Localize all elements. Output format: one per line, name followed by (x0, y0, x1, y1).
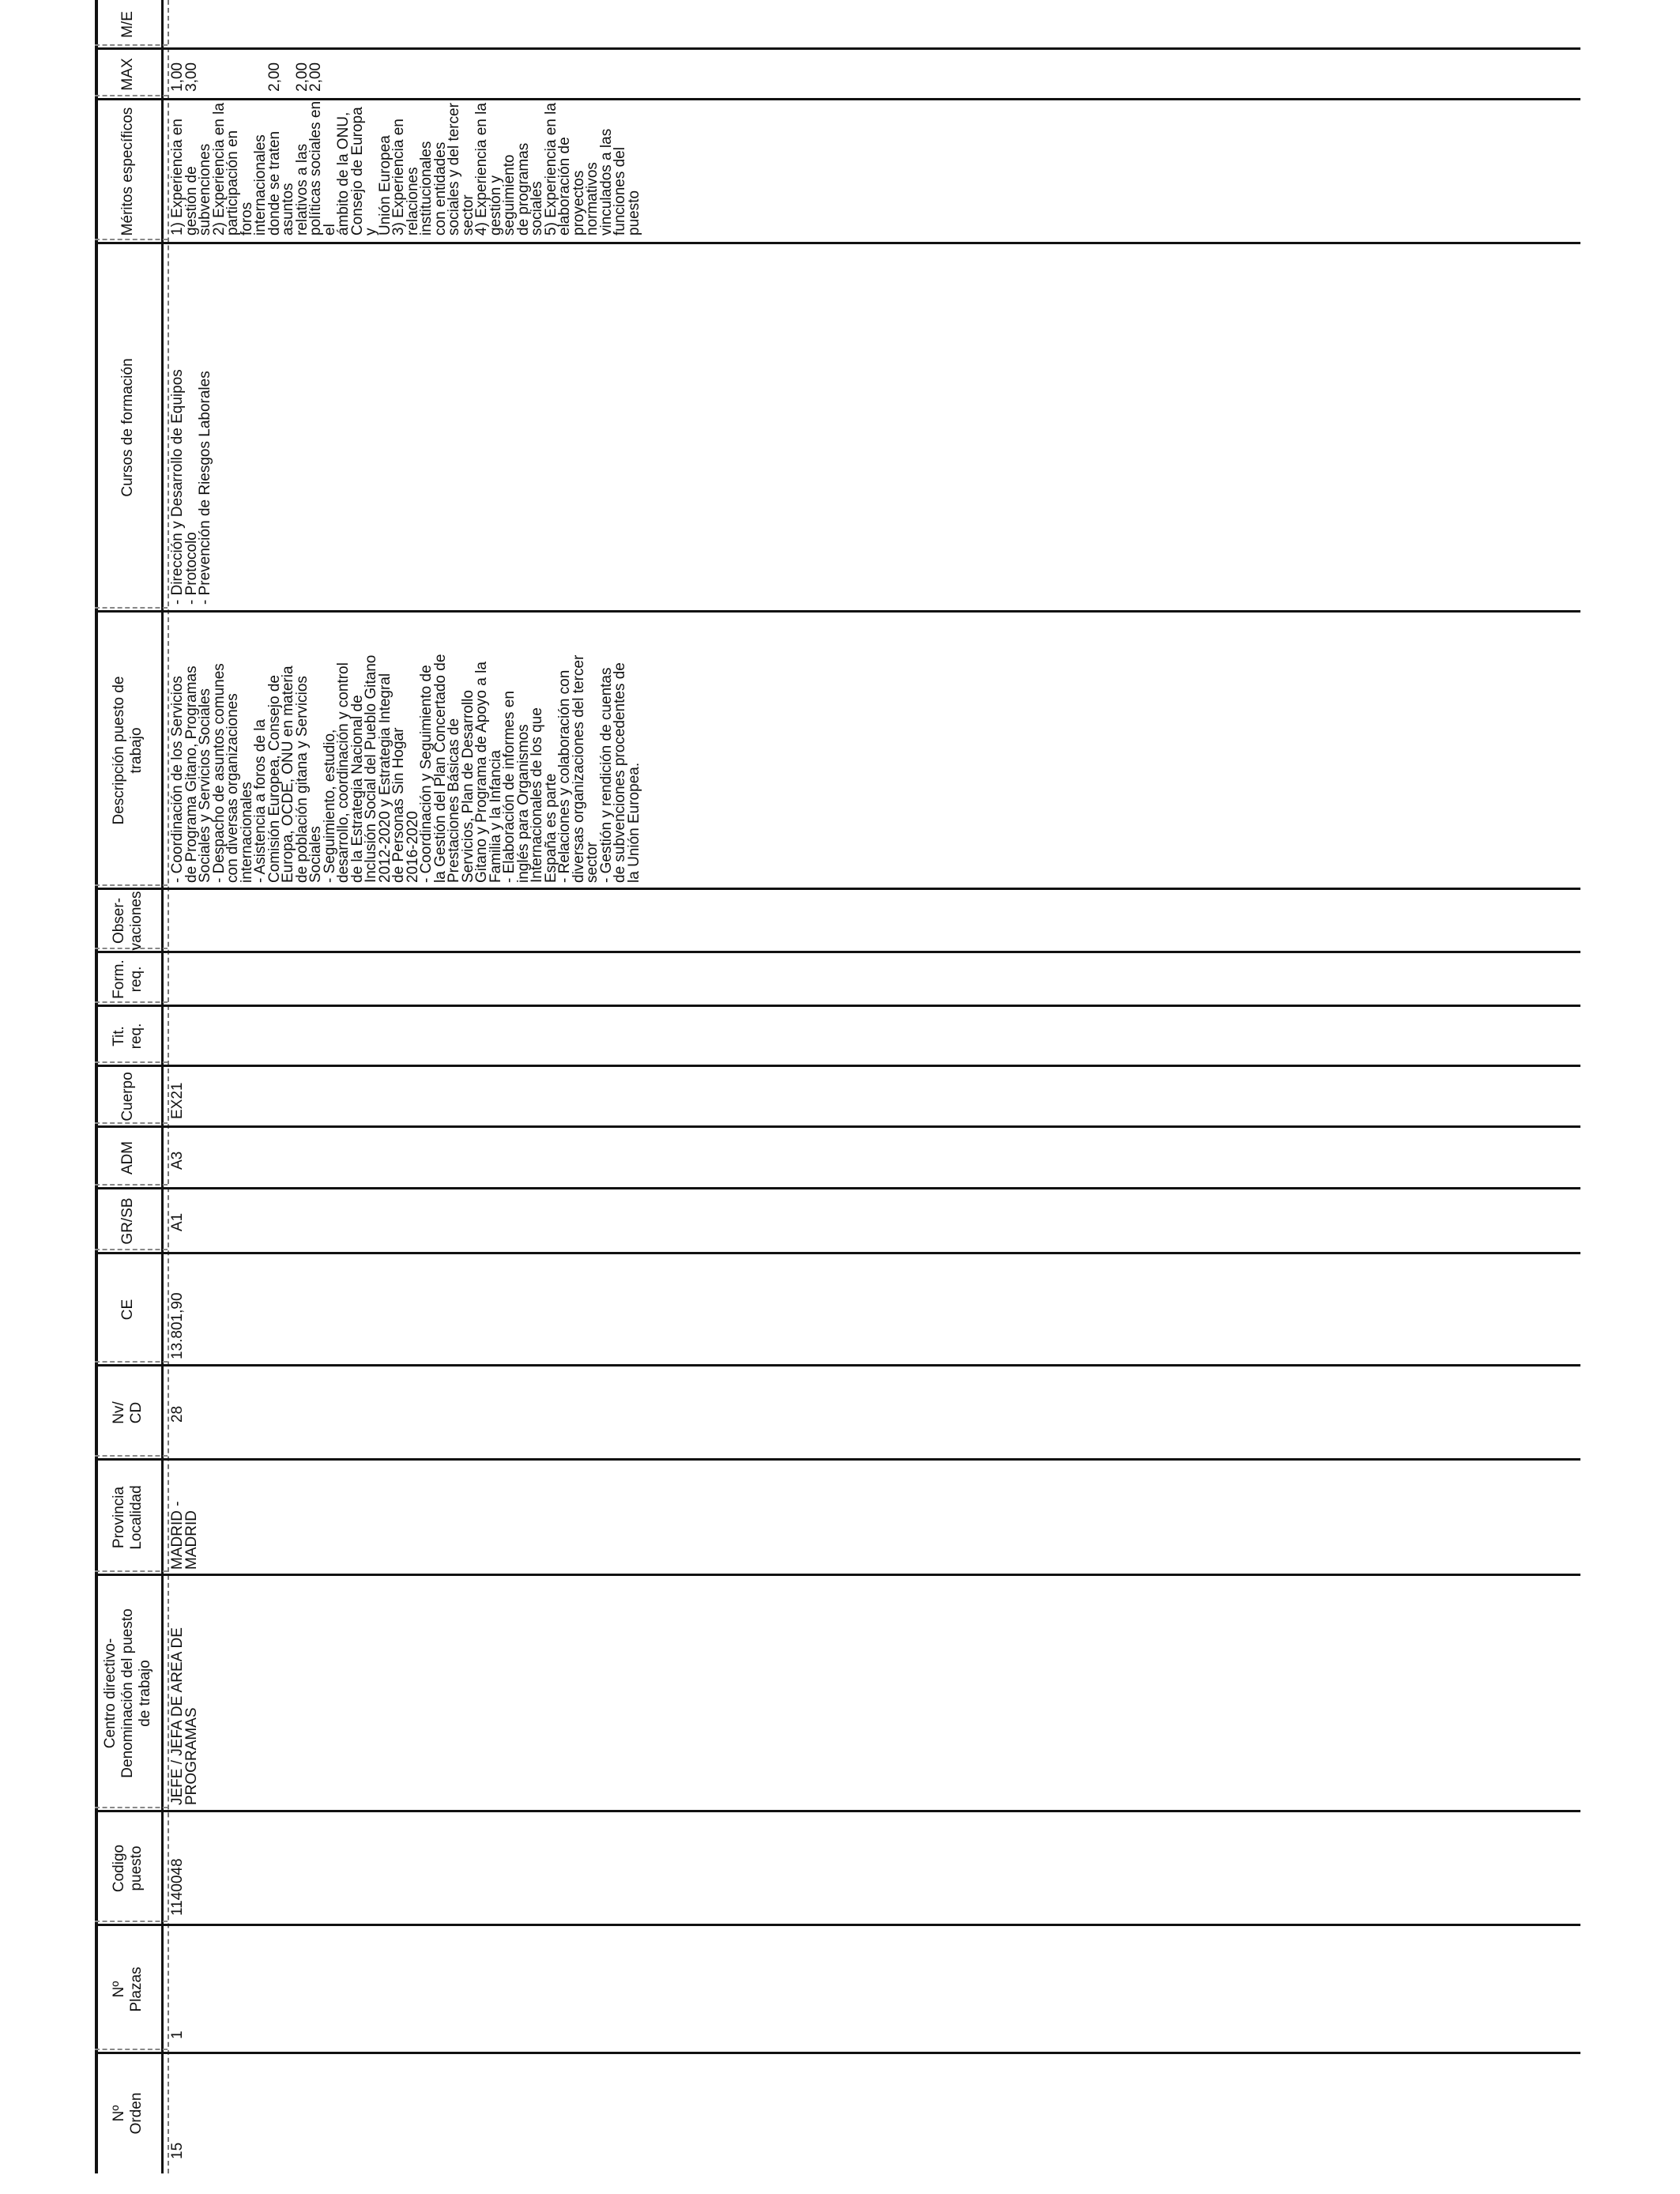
column-divider-ce (95, 1364, 1580, 1367)
cell-cuerpo: EX21 (169, 1082, 186, 1119)
cell-max (171, 52, 323, 92)
max-value (281, 52, 296, 92)
header-codigo: Codigo puesto (111, 1844, 145, 1893)
header-grupo: GR/SB (119, 1197, 136, 1245)
rotated-table (95, 0, 1596, 2173)
cell-descripcion: - Coordinación de los Servicios de Programa Gitano, Programas Sociales y Servicios Sociales - Despacho de asuntos comunes con diversas organizaciones internacionales - Asistencia a foros de la Comisión Europea, Consejo de Europa, OCDE, ONU en materia de población gitana y Servicios Sociales - Seguimiento, estudio, desarrollo, coordinación y control de la Estrategia Nacional de Inclusión Social del Pueblo Gitano 2012-2020 y Estrategia Integral de Personas Sin Hogar 2016-2020 - Coordinación y Seguimiento de la Gestión del Plan Concertado de Prestaciones Básicas de Servicios, Plan de Desarrollo Gitano y Programa de Apoyo a la Familia y la Infancia - Elaboración de informes en inglés para Organismos Internacionales de los que España es parte - Relaciones y colaboración con diversas organizaciones del tercer sector - Gestión y rendición de cuentas de subvenciones procedentes de la Unión Europea. (169, 654, 642, 883)
header-observaciones: Obser- vaciones (111, 891, 145, 951)
max-value: 1,00 (169, 62, 186, 92)
header-ce: CE (119, 1299, 136, 1321)
cell-nivel: 28 (169, 1405, 186, 1423)
max-value: 2,00 (266, 62, 283, 92)
column-divider-codigo (95, 1924, 1580, 1926)
max-value: 3,00 (183, 62, 200, 92)
header-orden: Nº Orden (111, 2092, 145, 2135)
column-divider-plazas (95, 2052, 1580, 2054)
max-value (226, 52, 240, 92)
header-separator (161, 0, 164, 2173)
column-divider-titulacion (95, 1065, 1580, 1067)
header-max: MAX (119, 58, 136, 91)
header-meritos: Méritos específicos (119, 107, 136, 236)
header-formacion: Form. req. (111, 959, 145, 999)
column-divider-nivel (95, 1458, 1580, 1461)
header-adm: ADM (119, 1140, 136, 1175)
column-divider-grupo (95, 1252, 1580, 1254)
column-divider-observaciones (95, 951, 1580, 953)
cell-provincia: MADRID - MADRID (169, 1501, 200, 1570)
header-titulacion: Tit. req. (111, 1023, 145, 1050)
column-divider-formacion (95, 1005, 1580, 1007)
header-cuerpo: Cuerpo (119, 1072, 136, 1122)
cell-meritos: 1) Experiencia en gestión de subvenciones 2) Experiencia en la participación en foros internacionales donde se traten asuntos relativos a las políticas sociales en el ámbito de la ONU, Consejo de Europa y Unión Europea 3) Experiencia en relaciones institucionales con entidades sociales y del tercer sector 4) Experiencia en la gestión y seguimiento de programas sociales 5) Experiencia en la elaboración de proyectos normativos vinculados a las funciones del puesto (169, 100, 642, 236)
cell-cursos: - Dirección y Desarrollo de Equipos - Protocolo - Prevención de Riesgos Laborales (169, 369, 213, 605)
header-nivel: Nv/ CD (111, 1401, 145, 1424)
cell-codigo: 1140048 (169, 1858, 186, 1916)
max-value (254, 52, 268, 92)
header-me: M/E (119, 11, 136, 38)
column-divider-descripcion (95, 888, 1580, 890)
column-divider-provincia (95, 1574, 1580, 1576)
max-value: 2,00 (307, 62, 324, 92)
max-value (213, 52, 227, 92)
header-centro: Centro directivo- Denominación del puesto de trabajo (102, 1608, 153, 1778)
header-cursos: Cursos de formación (119, 358, 136, 497)
max-value (240, 52, 254, 92)
column-divider-adm (95, 1187, 1580, 1189)
cell-ce: 13.801,90 (169, 1292, 186, 1359)
column-divider-cuerpo (95, 1125, 1580, 1128)
header-plazas: Nº Plazas (111, 1966, 145, 2012)
cell-orden: 15 (169, 2142, 186, 2159)
cell-grupo: A1 (169, 1212, 186, 1231)
column-divider-centro (95, 1810, 1580, 1812)
max-value: 2,00 (293, 62, 311, 92)
header-descripcion: Descripción puesto de trabajo (111, 676, 145, 825)
max-value (198, 52, 213, 92)
header-provincia: Provincia Localidad (111, 1485, 145, 1550)
cell-plazas: 1 (169, 2030, 186, 2039)
column-divider-me (95, 47, 1580, 50)
cell-adm: A3 (169, 1151, 186, 1170)
cell-centro: JEFE / JEFA DE AREA DE PROGRAMAS (169, 1627, 200, 1805)
column-divider-meritos (95, 242, 1580, 244)
